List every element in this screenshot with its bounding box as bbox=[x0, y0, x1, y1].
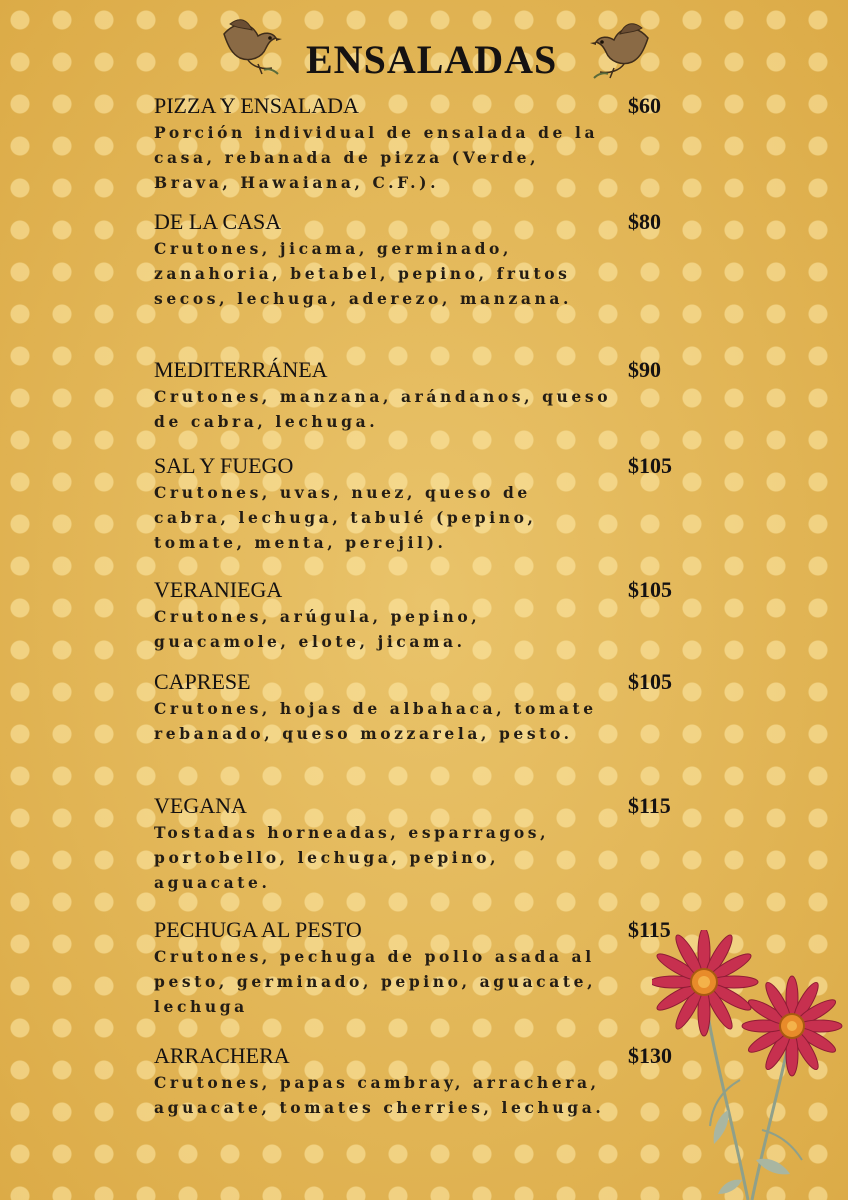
menu-item bbox=[154, 670, 714, 746]
item-description: Porción individual de ensalada de la casa, rebanada de pizza (Verde, Brava, Hawaiana, C.F.). bbox=[154, 123, 599, 192]
menu-item bbox=[154, 210, 714, 311]
menu-item bbox=[154, 94, 714, 195]
page-title: ENSALADAS bbox=[306, 37, 558, 82]
bird-icon bbox=[218, 14, 288, 78]
item-name: MEDITERRÁNEA bbox=[154, 357, 328, 382]
item-name: VEGANA bbox=[154, 793, 247, 818]
menu-item bbox=[154, 578, 714, 654]
item-price: $90 bbox=[628, 357, 661, 382]
item-price: $115 bbox=[628, 917, 671, 942]
item-price: $105 bbox=[628, 453, 672, 478]
item-price: $105 bbox=[628, 669, 672, 694]
item-description: Crutones, manzana, arándanos, queso de cabra, lechuga. bbox=[154, 387, 612, 431]
menu-item bbox=[154, 918, 714, 1019]
daisy-flowers-icon bbox=[652, 930, 848, 1200]
item-description: Crutones, papas cambray, arrachera, aguacate, tomates cherries, lechuga. bbox=[154, 1073, 605, 1117]
item-name: VERANIEGA bbox=[154, 577, 283, 602]
item-description: Crutones, pechuga de pollo asada al pesto, germinado, pepino, aguacate, lechuga bbox=[154, 947, 597, 1016]
menu-item bbox=[154, 1044, 714, 1120]
item-name: SAL Y FUEGO bbox=[154, 453, 294, 478]
item-price: $60 bbox=[628, 93, 661, 118]
menu-item bbox=[154, 454, 714, 555]
bird-icon bbox=[584, 18, 654, 82]
item-name: DE LA CASA bbox=[154, 209, 282, 234]
item-description: Crutones, uvas, nuez, queso de cabra, lechuga, tabulé (pepino, tomate, menta, perejil). bbox=[154, 483, 537, 552]
item-name: CAPRESE bbox=[154, 669, 251, 694]
item-name: ARRACHERA bbox=[154, 1043, 290, 1068]
item-description: Crutones, arúgula, pepino, guacamole, elote, jicama. bbox=[154, 607, 481, 651]
menu-item bbox=[154, 794, 714, 895]
item-price: $80 bbox=[628, 209, 661, 234]
item-price: $115 bbox=[628, 793, 671, 818]
item-price: $130 bbox=[628, 1043, 672, 1068]
menu-item bbox=[154, 358, 714, 434]
item-description: Crutones, hojas de albahaca, tomate rebanado, queso mozzarela, pesto. bbox=[154, 699, 597, 743]
item-description: Crutones, jicama, germinado, zanahoria, betabel, pepino, frutos secos, lechuga, aderezo, manzana. bbox=[154, 239, 573, 308]
title-header bbox=[0, 14, 848, 84]
item-name: PECHUGA AL PESTO bbox=[154, 917, 362, 942]
item-name: PIZZA Y ENSALADA bbox=[154, 93, 359, 118]
item-price: $105 bbox=[628, 577, 672, 602]
item-description: Tostadas horneadas, esparragos, portobello, lechuga, pepino, aguacate. bbox=[154, 823, 550, 892]
